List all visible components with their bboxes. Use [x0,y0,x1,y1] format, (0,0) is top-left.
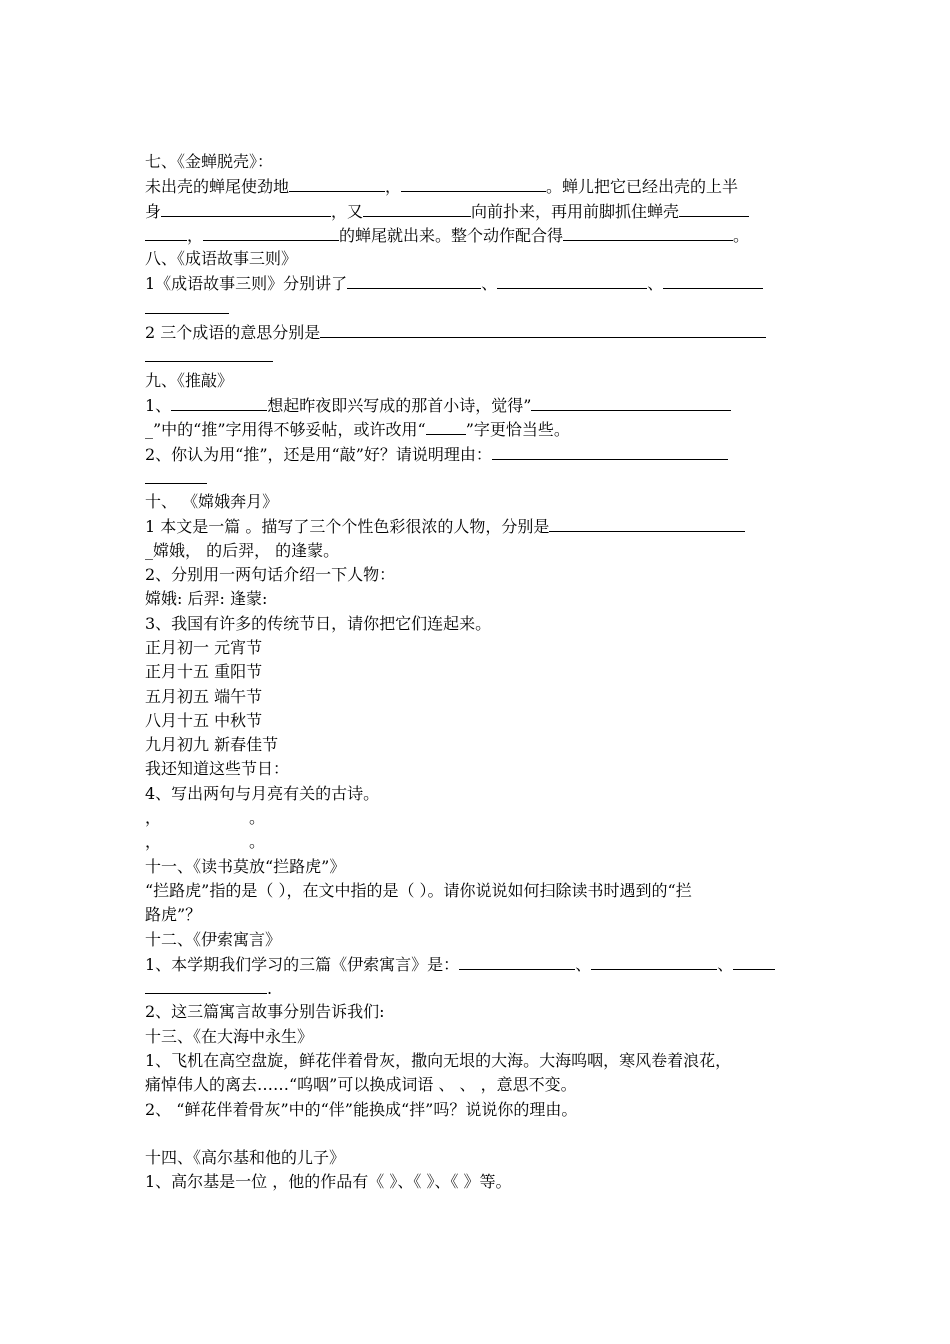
section-10-title: 十、 《嫦娥奔月》 [145,492,279,512]
text: 向前扑来，再用前脚抓住蝉壳 [471,201,680,221]
blank-field[interactable] [320,320,766,338]
section-9-q1 [145,393,813,417]
text: 2 三个成语的意思分别是 [145,323,321,343]
section-7-line-3 [145,223,813,247]
section-11-title: 十一、《读书莫放“拦路虎”》 [145,856,346,876]
blank-field[interactable] [531,393,731,411]
section-10-q1-cont: _嫦娥， 的后羿， 的逢蒙。 [145,540,340,560]
text: 、 [575,954,592,974]
blank-field[interactable] [401,174,546,192]
text: 1、本学期我们学习的三篇《伊索寓言》是： [145,954,460,974]
section-11-line-2: 路虎”？ [145,905,202,925]
text: 。 [733,225,750,245]
blank-field[interactable] [203,223,339,241]
blank-field[interactable] [591,952,717,970]
blank-field[interactable] [161,199,331,217]
text: 2、你认为用“推”，还是用“敲”好？请说明理由： [145,444,492,464]
blank-field[interactable] [663,271,763,289]
section-13-q1-cont: 痛悼伟人的离去……“呜咽”可以换成词语 、 、 ，意思不变。 [145,1075,577,1095]
blank-field[interactable] [563,223,733,241]
text: 未出壳的蝉尾使劲地 [145,177,290,197]
text: 、 [717,954,734,974]
comma: ， [145,832,162,852]
text: 1、 [145,395,172,415]
section-10-q1 [145,514,813,538]
blank-field[interactable] [347,271,481,289]
section-9-title: 九、《推敲》 [145,370,234,390]
blank-field[interactable] [363,199,471,217]
section-10-q4: 4、写出两句与月亮有关的古诗。 [145,783,380,803]
blank-field[interactable] [733,952,775,970]
blank-field[interactable] [679,199,749,217]
spacer [145,1122,813,1146]
blank-field[interactable] [549,514,745,532]
section-12-q2: 2、这三篇寓言故事分别告诉我们: [145,1002,385,1022]
blank-field[interactable] [145,976,267,994]
text: 1 本文是一篇 。描写了三个个性色彩很浓的人物，分别是 [145,517,550,537]
section-13-q1: 1、飞机在高空盘旋，鲜花伴着骨灰，撒向无垠的大海。大海呜咽，寒风卷着浪花， [145,1050,732,1070]
text: 想起昨夜即兴写成的那首小诗，觉得” [267,395,532,415]
blank-field[interactable] [492,442,728,460]
festival-pair: 五月初五 端午节 [145,686,263,706]
section-7-line-1 [145,174,813,198]
poem-line-2 [145,830,813,854]
section-12-q1-cont [145,976,813,1000]
text: 。蝉儿把它已经出壳的上半 [546,177,739,197]
section-10-more: 我还知道这些节日： [145,759,290,779]
text: _”中的“推”字用得不够妥帖，或许改用“ [145,420,426,440]
section-11-line-1: “拦路虎”指的是（ ），在文中指的是（ ）。请你说说如何扫除读书时遇到的“拦 [145,880,692,900]
section-14-title: 十四、《高尔基和他的儿子》 [145,1148,346,1168]
section-10-q3: 3、我国有许多的传统节日，请你把它们连起来。 [145,613,492,633]
blank-field[interactable] [289,174,385,192]
section-8-title: 八、《成语故事三则》 [145,249,298,269]
poem-line-1 [145,806,813,830]
section-9-q2 [145,442,813,466]
section-10-q2-answers: 嫦娥: 后羿: 逢蒙: [145,589,268,609]
section-7-title: 七、《金蝉脱壳》： [145,152,274,171]
festival-pair: 正月十五 重阳节 [145,662,263,682]
text: . [267,979,273,999]
blank-field[interactable] [145,296,229,314]
festival-pair: 正月初一 元宵节 [145,637,263,657]
section-12-q1 [145,952,813,976]
section-8-q2-cont [145,344,813,368]
section-13-title: 十三、《在大海中永生》 [145,1026,314,1046]
section-9-q2-cont [145,466,813,490]
text: ， [385,177,402,197]
period: 。 [249,808,266,828]
text: 的蝉尾就出来。整个动作配合得 [339,225,564,245]
text: ，又 [331,201,364,221]
section-8-q2 [145,320,813,344]
text: ， [187,225,204,245]
text: 、 [481,274,498,294]
festival-pair: 九月初九 新春佳节 [145,735,279,755]
section-12-title: 十二、《伊索寓言》 [145,929,282,949]
period: 。 [249,832,266,852]
section-8-q1-cont [145,296,813,320]
section-13-q2: 2、 “鲜花伴着骨灰”中的“伴”能换成“拌”吗？说说你的理由。 [145,1099,578,1119]
blank-field[interactable] [459,952,575,970]
section-10-q2: 2、分别用一两句话介绍一下人物： [145,565,396,585]
festival-pair: 八月十五 中秋节 [145,710,263,730]
text: 1《成语故事三则》分别讲了 [145,274,348,294]
section-14-q1: 1、高尔基是一位 ，他的作品有《 》、《 》、《 》等。 [145,1172,512,1192]
blank-field[interactable] [145,223,187,241]
text: 、 [647,274,664,294]
text: 身 [145,201,162,221]
blank-field[interactable] [497,271,647,289]
section-7-line-2 [145,199,813,223]
blank-field[interactable] [145,466,207,484]
section-8-q1 [145,271,813,295]
section-9-q1-cont [145,417,813,441]
text: ”字更恰当些。 [465,420,570,440]
blank-field[interactable] [171,393,267,411]
blank-field[interactable] [145,344,273,362]
document-body [145,150,813,1195]
blank-field[interactable] [426,417,466,435]
comma: ， [145,808,162,828]
